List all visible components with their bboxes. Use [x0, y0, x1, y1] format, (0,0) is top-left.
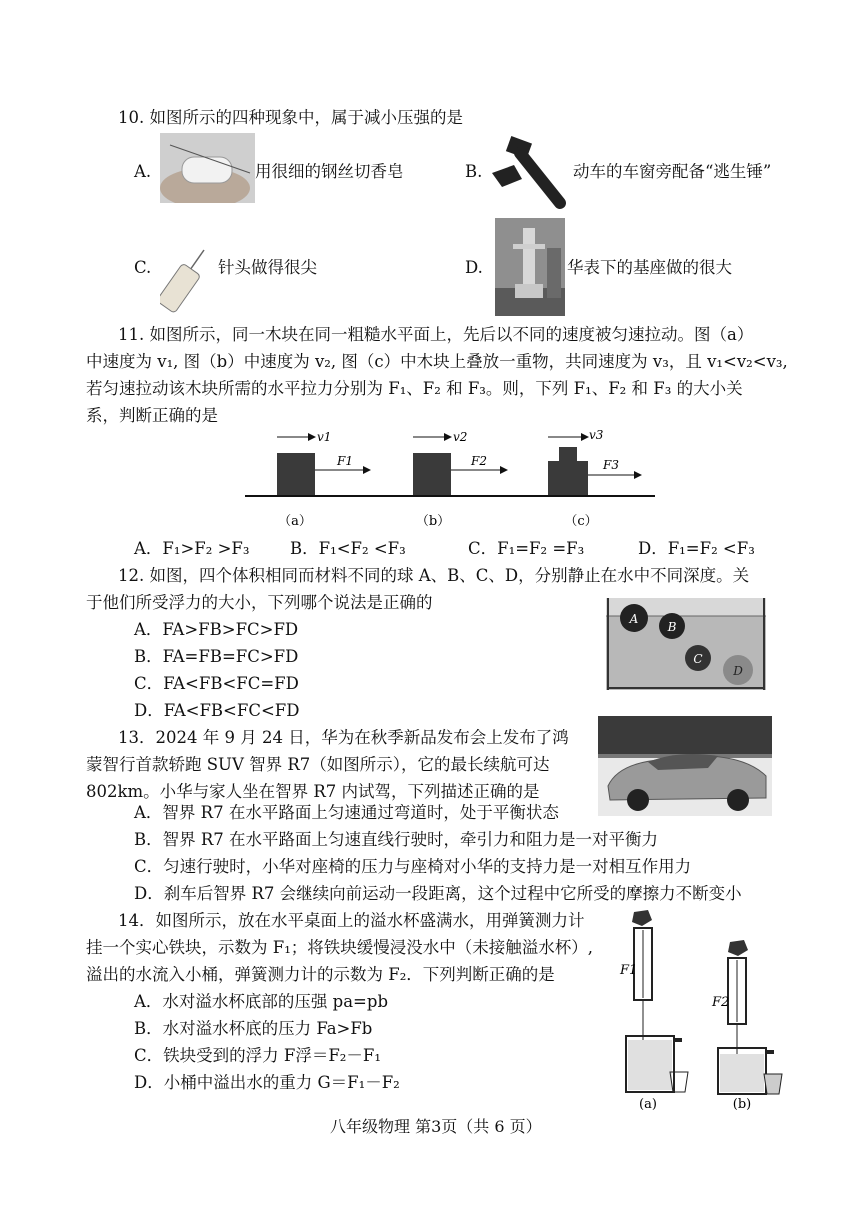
q13-option-c: C．匀速行驶时，小华对座椅的压力与座椅对小华的支持力是一对相互作用力 — [134, 857, 692, 876]
q10-option-c-letter: C. — [134, 258, 152, 277]
q10-stem: 10. 如图所示的四种现象中，属于减小压强的是 — [118, 108, 463, 127]
q12-line-2: 于他们所受浮力的大小，下列哪个说法是正确的 — [86, 593, 433, 612]
balls-in-water-diagram — [606, 598, 766, 690]
ball-a-label: A — [629, 612, 639, 626]
block-a — [277, 437, 370, 495]
q14-line-1: 14．如图所示，放在水平桌面上的溢水杯盛满水，用弹簧测力计 — [118, 911, 585, 930]
q14-line-3: 溢出的水流入小桶，弹簧测力计的示数为 F₂．下列判断正确的是 — [86, 965, 555, 984]
spring-scale-diagram — [612, 908, 792, 1113]
q14-option-d: D．小桶中溢出水的重力 G＝F₁－F₂ — [134, 1073, 400, 1092]
block-c — [548, 437, 641, 495]
q12-option-a: A．FA>FB>FC>FD — [134, 620, 299, 639]
scale-a — [626, 910, 688, 1092]
q12-option-b: B．FA=FB=FC>FD — [134, 647, 299, 666]
q14-option-c: C．铁块受到的浮力 F浮＝F₂－F₁ — [134, 1046, 381, 1065]
q11-line-2: 中速度为 v₁, 图（b）中速度为 v₂, 图（c）中木块上叠放一重物，共同速度为 v₃，且 v₁<v₂<v₃, — [86, 352, 788, 371]
scale-b — [718, 940, 782, 1094]
q13-line-2: 蒙智行首款轿跑 SUV 智界 R7（如图所示），它的最长续航可达 — [86, 755, 550, 774]
caption-b: (b) — [732, 1097, 752, 1112]
q11-option-d: D．F₁=F₂ <F₃ — [638, 539, 755, 558]
q10-option-c-text: 针头做得很尖 — [218, 258, 317, 277]
caption-a: (a) — [639, 1097, 657, 1112]
force-label-c: F3 — [603, 458, 619, 472]
ball-d-label: D — [733, 664, 743, 678]
q13-option-a: A．智界 R7 在水平路面上匀速通过弯道时，处于平衡状态 — [134, 803, 559, 822]
q12-option-d: D．FA<FB<FC<FD — [134, 701, 300, 720]
q11-line-1: 11. 如图所示，同一木块在同一粗糙水平面上，先后以不同的速度被匀速拉动。图（a） — [118, 325, 754, 344]
q10-option-b-letter: B. — [465, 162, 483, 181]
q10-option-d-letter: D. — [465, 258, 483, 277]
q13-option-b: B．智界 R7 在水平路面上匀速直线行驶时，牵引力和阻力是一对平衡力 — [134, 830, 659, 849]
q13-option-d: D．刹车后智界 R7 会继续向前运动一段距离，这个过程中它所受的摩擦力不断变小 — [134, 884, 742, 903]
caption-a: （a） — [278, 514, 312, 529]
q10-option-a-text: 用很细的钢丝切香皂 — [255, 162, 404, 181]
block-b — [413, 437, 507, 495]
q14-line-2: 挂一个实心铁块，示数为 F₁；将铁块缓慢浸没水中（未接触溢水杯）, — [86, 938, 594, 957]
q13-line-1: 13．2024 年 9 月 24 日，华为在秋季新品发布会上发布了鸿 — [118, 728, 569, 747]
huabiao-photo — [495, 218, 565, 316]
caption-c: （c） — [564, 514, 598, 529]
q10-option-b-text: 动车的车窗旁配备“逃生锤” — [573, 162, 772, 181]
velocity-label-a: v1 — [317, 430, 332, 444]
block-pull-diagram — [245, 425, 665, 535]
q12-line-1: 12. 如图，四个体积相同而材料不同的球 A、B、C、D，分别静止在水中不同深度。关 — [118, 566, 750, 585]
velocity-label-c: v3 — [589, 428, 604, 442]
q12-option-c: C．FA<FB<FC=FD — [134, 674, 299, 693]
q11-line-4: 系，判断正确的是 — [86, 406, 218, 425]
soap-photo — [160, 133, 255, 203]
q14-option-a: A．水对溢水杯底部的压强 pa=pb — [134, 992, 389, 1011]
caption-b: （b） — [415, 514, 451, 529]
car-photo — [598, 716, 772, 816]
page-footer: 八年级物理 第3页（共 6 页） — [330, 1117, 542, 1136]
q11-option-b: B．F₁<F₂ <F₃ — [290, 539, 406, 558]
hammer-photo — [488, 135, 568, 210]
force-label-f1: F1 — [620, 963, 638, 978]
velocity-label-b: v2 — [453, 430, 468, 444]
needle-photo — [160, 248, 210, 313]
q11-option-a: A．F₁>F₂ >F₃ — [134, 539, 250, 558]
soap-image — [160, 133, 255, 203]
force-label-b: F2 — [471, 454, 487, 468]
q10-option-a-letter: A. — [134, 162, 152, 181]
q11-line-3: 若匀速拉动该木块所需的水平拉力分别为 F₁、F₂ 和 F₃。则，下列 F₁、F₂ 和 F₃ 的大小关 — [86, 379, 743, 398]
q14-option-b: B．水对溢水杯底的压力 Fa>Fb — [134, 1019, 373, 1038]
ball-c-label: C — [693, 652, 703, 666]
force-label-a: F1 — [337, 454, 353, 468]
q10-option-d-text: 华表下的基座做的很大 — [567, 258, 732, 277]
q13-line-3: 802km。小华与家人坐在智界 R7 内试驾，下列描述正确的是 — [86, 782, 540, 801]
ball-b-label: B — [667, 620, 677, 634]
q11-option-c: C．F₁=F₂ =F₃ — [468, 539, 585, 558]
force-label-f2: F2 — [712, 995, 730, 1010]
